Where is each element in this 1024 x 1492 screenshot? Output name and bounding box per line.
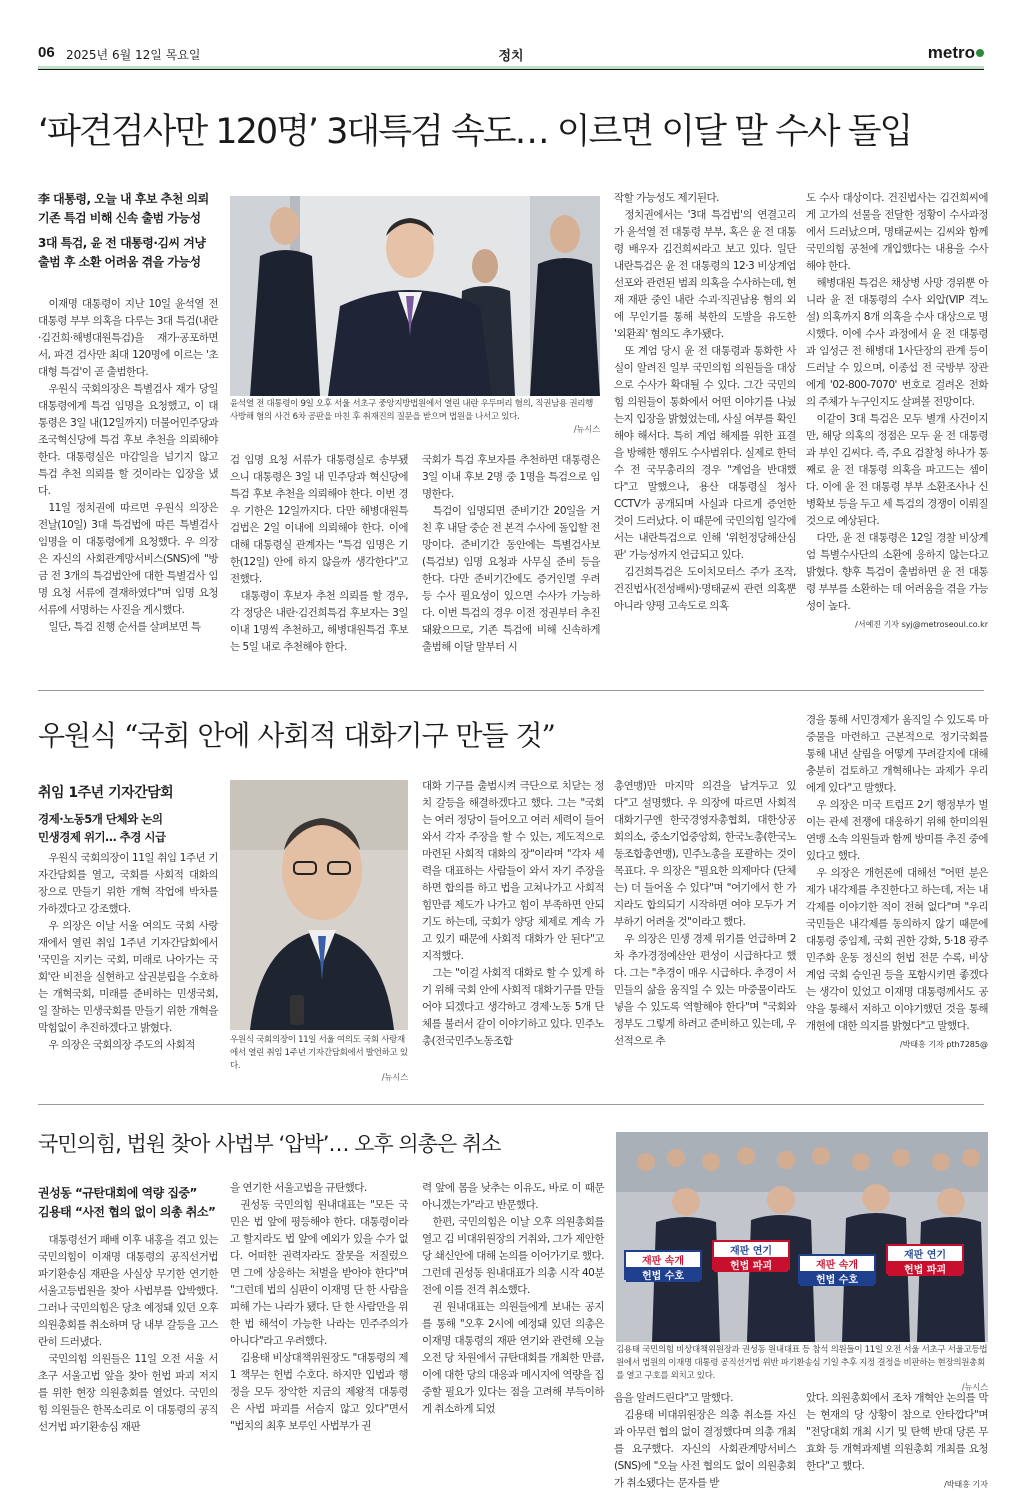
article3-photo-caption: 김용태 국민의힘 비상대책위원장과 권성동 원내대표 등 참석 의원들이 11일 오전 서울 서초구 서울고등법원에서 법원의 이재명 대통령 공직선거법 위반 파기환송심 기일 추후 지정 결정을 비판하는 현장의원총회를 열고 구호를 외치고 있다. /뉴시스 [616, 1345, 988, 1394]
protest-photo-illustration [616, 1132, 988, 1342]
paragraph: 력 앞에 몸을 낮추는 이유도, 바로 이 때문 아니겠는가"라고 반문했다. [422, 1182, 604, 1211]
article3-subheads [38, 1184, 226, 1228]
article1-col2 [230, 452, 408, 666]
article2-photo-caption: 우원식 국회의장이 11일 서울 여의도 국회 사랑재에서 열린 취임 1주년 기자간담회에서 발언하고 있다. /뉴시스 [230, 1035, 408, 1084]
byline: /박태홍 기자 pth7285@ [899, 1040, 988, 1049]
paragraph: 음을 알려드린다"고 말했다. [614, 1392, 733, 1404]
subhead-line: 김용태 “사전 협의 없이 의총 취소” [38, 1204, 216, 1219]
paragraph: 김용태 비대위원장은 의총 취소를 자신과 아무런 협의 없이 결정했다며 의총 개최를 요구했다. 자신의 사회관계망서비스(SNS)에 "오늘 사전 협의도 없이 의원총회가 취소됐다는 문자를 받 [614, 1409, 796, 1489]
issue-date: 2025년 6월 12일 목요일 [66, 48, 201, 62]
article2-headline: 우원식 “국회 안에 사회적 대화기구 만들 것” [38, 719, 555, 752]
paragraph: 또 계엄 당시 윤 전 대통령과 통화한 사실이 알려진 일부 국민의힘 의원들을 대상으로 수사가 확대될 수 있다. 그간 국민의힘 의원들이 통화에서 어떤 이야기를 나눴는지 입장을 밝혔었는데, 사실 여부를 확인해야 해서다. 특히 계엄 해제를 위한 표결을 방해한 행위도 수사범위다. 실제로 한덕수 전 국무총리의 경우 "계엄을 반대했다"고 말했으나, 용산 대통령실 청사 CCTV가 공개되며 사실과 다르게 증언한 것이 드러났다. 이 때문에 국민의힘 일각에서는 내란특검으로 인해 '위헌정당해산심판' 가능성까지 언급되고 있다. [614, 345, 796, 561]
article1-col1 [38, 296, 218, 666]
byline: /서예진 기자 syj@metroseoul.co.kr [855, 620, 988, 629]
article1-photo [230, 196, 600, 396]
article2-photo [230, 780, 408, 1030]
article3-col1 [38, 1232, 218, 1458]
paragraph: 일단, 특검 진행 순서를 살펴보면 특 [48, 621, 201, 633]
subhead-line: 기존 특검 비해 신속 출범 가능성 [38, 210, 201, 225]
article1-col5 [806, 190, 988, 668]
paragraph: 대통령선거 패배 이후 내홍을 겪고 있는 국민의힘이 이재명 대통령의 공직선거법 파기환송심 재판을 사실상 무기한 연기한 서울고등법원을 찾아 사법부를 압박했다. 그러나 국민의힘은 당초 예정돼 있던 오후 의원총회를 취소하며 당 내부 갈등을 고스란히 드러냈다. [38, 1234, 218, 1348]
article3-headline: 국민의힘, 법원 찾아 사법부 ‘압박’… 오후 의총은 취소 [38, 1132, 501, 1156]
protest-sign: 재판 속개 헌법 수호 [624, 1250, 702, 1280]
paragraph: 우 의장은 이날 서울 여의도 국회 사랑재에서 열린 취임 1주년 기자간담회에서 '국민을 지키는 국회, 미래로 나아가는 국회'란 비전을 실현하고 삼권분립을 수호하는 개혁국회, 미래를 준비하는 민생국회, 일 잘하는 민생국회를 만들기 위한 개혁을 막힘없이 추진하겠다고 밝혔다. [38, 920, 218, 1034]
protest-sign: 재판 연기 헌법 파괴 [712, 1240, 790, 1270]
paragraph: 작할 가능성도 제기된다. [614, 192, 719, 204]
article1-col3 [422, 452, 600, 666]
subhead-line: 민생경제 위기… 추경 시급 [38, 830, 166, 845]
article2-col5 [806, 712, 988, 1082]
header-rule-thin [38, 69, 984, 70]
paragraph: 경을 통해 서민경제가 움직일 수 있도록 마중물을 마련하고 근본적으로 정기국회를 통해 내년 살림을 어떻게 꾸려갈지에 대해 충분히 검토하고 개혁해나는 과제가 우리에게 있다"고 말했다. [806, 714, 988, 794]
protest-sign: 재판 연기 헌법 파괴 [886, 1244, 964, 1274]
paragraph: 았다. 의원총회에서 조차 개혁안 논의를 막는 현재의 당 상황이 참으로 안타깝다"며 "전당대회 개최 시기 및 탄핵 반대 당론 무효화 등 개혁과제별 의원총회 개최를 요청한다"고 했다. [806, 1392, 988, 1472]
photo-source: /뉴시스 [381, 1073, 408, 1084]
paragraph: 우원식 국회의장은 특별검사 재가 당일 대통령에게 특검 임명을 요청했고, 이 대통령은 3일 내(12일까지) 더불어민주당과 조국혁신당에 특검 후보 추천을 의뢰해야 한다. 대통령실은 마감일을 넘기지 않고 특검 추천 의뢰를 할 것이라는 입장을 냈다. [38, 383, 218, 497]
article1-photo-caption: 윤석열 전 대통령이 9일 오후 서울 서초구 중앙지방법원에서 열린 내란 우두머리 혐의, 직권남용 권리행사방해 혐의 사건 6차 공판을 마친 후 취재진의 질문을 받으며 법원을 나서고 있다. /뉴시스 [230, 399, 600, 435]
paragraph: 국민의힘 의원들은 11일 오전 서울 서초구 서울고법 앞을 찾아 헌법 파괴 저지를 위한 현장 의원총회를 열었다. 국민의힘 의원들은 한목소리로 이 대통령의 공직선거법 파기환송심 재판 [38, 1353, 218, 1433]
paragraph: 도 수사 대상이다. 건진법사는 김건희씨에게 고가의 선물을 전달한 정황이 수사과정에서 드러났으며, 명태균씨는 김씨와 함께 국민의힘 공천에 개입했다는 내용을 수사해야 한다. [806, 192, 988, 272]
paragraph: 정치권에서는 '3대 특검법'의 연결고리가 윤석열 전 대통령 부부, 혹은 윤 전 대통령 배우자 김건희씨라고 보고 있다. 일단 내란특검은 윤 전 대통령의 12·3 비상계엄 선포와 관련된 범죄 의혹을 수사하는데, 현재 재판 중인 내란 수괴·직권남용 혐의 외에 무인기를 통해 북한의 도발을 유도한 '외환죄' 혐의도 추가됐다. [614, 209, 796, 340]
article3-col2 [230, 1180, 408, 1458]
article2-col4 [614, 778, 796, 1080]
article3-col5 [806, 1390, 988, 1489]
paragraph: 우 의장은 개헌론에 대해선 "어떤 분은 제가 내각제를 추진한다고 하는데, 저는 내각제를 이야기한 적이 전혀 없다"며 "우리 국민들은 내각제를 동의하지 않기 때문에 대통령 중임제, 국회 권한 강화, 5·18 광주 민주화 운동 정신의 헌법 전문 수록, 비상계엄 국회 승인권 등을 포함시키면 좋겠다는 생각이 있었고 이재명 대통령께서도 공약을 통해서 저하고 이야기했던 것을 통해 개헌에 대한 의지를 밝혔다"고 말했다. [806, 867, 988, 1032]
article2-col1 [38, 850, 218, 1082]
paragraph: 이재명 대통령이 지난 10일 윤석열 전 대통령 부부 의혹을 다루는 3대 특검(내란·김건희·해병대원특검)을 재가·공포하면서, 파견 검사만 최대 120명에 이르는 '초대형 특검'이 곧 출범한다. [38, 298, 218, 378]
paragraph: 국회가 특검 후보자를 추천하면 대통령은 3일 이내 후보 2명 중 1명을 특검으로 임명한다. [422, 454, 600, 500]
kicker: 취임 1주년 기자간담회 [38, 785, 174, 801]
paragraph: 권성동 국민의힘 원내대표는 "모든 국민은 법 앞에 평등해야 한다. 대통령이라고 할지라도 법 앞에 예외가 있을 수가 없다. 어떠한 권력자라도 잘못을 저질렀으면 그에 상응하는 처벌을 받아야 한다"며 "그런데 법의 심판이 이재명 단 한 사람을 피해 가는 나라가 됐다. 단 한 사람만을 위한 법 해석이 가능한 나라는 민주주의가 아니다"라고 우려했다. [230, 1199, 408, 1347]
article1-col4 [614, 190, 796, 666]
subhead-line: 3대 특검, 윤 전 대통령·김씨 겨냥 [38, 235, 206, 250]
paragraph: 그는 "이걸 사회적 대화로 할 수 있게 하기 위해 국회 안에 사회적 대화기구를 만들어야 되겠다고 생각하고 경제·노동 5개 단체를 불러서 같이 이야기하고 있다. 민주노총(전국민주노동조합 [422, 967, 604, 1047]
paragraph: 우원식 국회의장이 11일 취임 1주년 기자간담회를 열고, 국회를 사회적 대화의 장으로 만들기 위한 개혁 작업에 박차를 가하겠다고 강조했다. [38, 852, 218, 915]
paragraph: 특검이 임명되면 준비기간 20일을 거친 후 내달 중순 전 본격 수사에 돌입할 전망이다. 준비기간 동안에는 특별검사보(특검보) 임명 요청과 사무실 준비 등을 한다. 다만 준비기간에도 증거인멸 우려 등 수사 필요성이 있으면 수사가 가능하다. 이번 특검의 경우 이전 정권부터 추진돼왔으므로, 기존 특검에 비해 신속하게 출범해 이달 말부터 시 [422, 505, 600, 653]
photo-source: /뉴시스 [961, 1383, 988, 1394]
woo-photo-illustration [230, 780, 408, 1030]
paragraph: 권 원내대표는 의원들에게 보내는 공지를 통해 "오후 2시에 예정돼 있던 의총은 이재명 대통령의 재판 연기와 관련해 오늘 오전 당 차원에서 규탄대회를 개최한 만큼, 이에 대한 당의 대응과 메시지에 역량을 집중할 필요가 있다는 점을 고려해 부득이하게 취소하게 되었 [422, 1301, 604, 1415]
paragraph: 김용태 비상대책위원장도 "대통령의 제1 책무는 헌법 수호다. 하지만 입법과 행정을 모두 장악한 지금의 제왕적 대통령은 사법 파괴를 서슴지 않고 있다"면서 "법치의 최후 보루인 사법부가 권 [230, 1352, 408, 1432]
subhead-line: 권성동 “규탄대회에 역량 집중” [38, 1186, 197, 1200]
paragraph: 한편, 국민의힘은 이날 오후 의원총회를 열고 김 비대위원장의 거취와, 그가 제안한 당 쇄신안에 대해 논의를 이어가기로 했다. 그런데 권성동 원내대표가 의총 시작 40분 전에 이를 전격 취소했다. [422, 1216, 604, 1296]
paragraph: 이같이 3대 특검은 모두 별개 사건이지만, 해당 의혹의 정점은 모두 윤 전 대통령과 부인 김씨다. 즉, 주요 검찰청 하나가 통째로 윤 전 대통령 의혹을 파고드는 셈이다. 이에 윤 전 대통령 부부 소환조사나 신병확보 등을 두고 세 특검의 경쟁이 이뤄질 것으로 예상된다. [806, 413, 988, 527]
article2-col3 [422, 778, 604, 1080]
metro-logo: metro [928, 43, 984, 63]
yoon-photo-illustration [230, 196, 600, 396]
paragraph: 총연맹)만 마지막 의견을 남겨두고 있다"고 설명했다. 우 의장에 따르면 사회적 대화기구엔 한국경영자총협회, 대한상공회의소, 중소기업중앙회, 한국노총(한국노동조합총연맹), 민주노총을 포괄하는 것이 목표다. 우 의장은 "필요한 의제마다 (단체는) 더 들어올 수 있다"며 "여기에서 한 가지라도 합의되기 시작하면 여야 모두가 거부하기 어려울 것"이라고 했다. [614, 780, 796, 928]
byline: /박태홍 기자 [944, 1480, 988, 1489]
paragraph: 검 임명 요청 서류가 대통령실로 송부됐으니 대통령은 3일 내 민주당과 혁신당에 특검 후보 추천을 의뢰해야 한다. 이번 경우 기한은 12일까지다. 다만 해병대원특검법은 2일 이내에 의뢰해야 한다. 이에 대해 대통령실 관계자는 "특검 임명은 기한(12일) 안에 하지 않을까 생각한다"고 전했다. [230, 454, 408, 585]
section-name: 정치 [498, 49, 524, 64]
subhead-line: 경제·노동5개 단체와 논의 [38, 812, 163, 827]
paragraph: 대화 기구를 출범시켜 극단으로 치닫는 정치 갈등을 해결하겠다고 했다. 그는 "국회는 여러 정당이 들어오고 여러 세력이 들어와서 각자 주장을 할 수 있는, 제도적으로 마련된 사회적 대화의 장"이라며 "각자 세력을 대표하는 사람들이 와서 자기 주장을 하면 합의를 하고 법을 고쳐나가고 사회적 힘만큼 제도가 나가고 힘이 부족하면 안되기도 하는데, 국회가 양당 체제로 계속 가고 있기 때문에 사회적 대화가 안 된다"고 지적했다. [422, 780, 604, 962]
paragraph: 다만, 윤 전 대통령은 12일 경찰 비상계엄 특별수사단의 소환에 응하지 않는다고 밝혔다. 향후 특검이 출범하면 윤 전 대통령 부부를 소환하는 데 어려움을 겪을 가능성이 높다. [806, 532, 988, 612]
divider [38, 690, 984, 691]
subhead-line: 李 대통령, 오늘 내 후보 추천 의뢰 [38, 192, 209, 206]
article1-subheads [38, 190, 226, 278]
photo-source: /뉴시스 [573, 424, 600, 435]
article3-col3 [422, 1180, 604, 1458]
paragraph: 우 의장은 미국 트럼프 2기 행정부가 벌이는 관세 전쟁에 대응하기 위해 한미의원연맹 소속 의원들과 함께 방미를 추진 중에 있다고 했다. [806, 799, 988, 862]
paragraph: 11일 정치권에 따르면 우원식 의장은 전날(10일) 3대 특검법에 따른 특별검사 임명을 이 대통령에게 요청했다. 우 의장은 자신의 사회관계망서비스(SNS)에 "방금 전 3개의 특검법안에 대한 특별검사 임명 요청 서류에 결재하였다"며 임명 요청 서류에 서명하는 사진을 게시했다. [38, 502, 218, 616]
paragraph: 우 의장은 민생 경제 위기를 언급하며 2차 추가경정예산안 편성이 시급하다고 했다. 그는 "추경이 매우 시급하다. 추경이 서민들의 삶을 움직일 수 있는 마중물이라도 넣을 수 있도록 역할해야 한다"며 "국회와 정부도 그렇게 하려고 준비하고 있는데, 우선적으로 추 [614, 933, 796, 1047]
article1-headline: ‘파견검사만 120명’ 3대특검 속도… 이르면 이달 말 수사 돌입 [38, 112, 912, 152]
paragraph: 우 의장은 국회의장 주도의 사회적 [48, 1039, 195, 1051]
page-header [38, 44, 984, 68]
divider [38, 1104, 984, 1105]
paragraph: 을 연기한 서울고법을 규탄했다. [230, 1182, 367, 1194]
paragraph: 대통령이 후보자 추천 의뢰를 할 경우, 각 정당은 내란·김건희특검 후보자는 3일 이내 1명씩 추천하고, 해병대원특검 후보는 5일 내로 추천해야 한다. [230, 590, 408, 653]
page-number: 06 [38, 44, 55, 61]
article3-col4 [614, 1390, 796, 1489]
paragraph: 김건희특검은 도이치모터스 주가 조작, 건진법사(전성배씨)·명태균씨 관련 의혹뿐 아니라 양평 고속도로 의혹 [614, 566, 796, 612]
protest-sign: 재판 속개 헌법 수호 [798, 1254, 876, 1284]
article2-subheads [38, 782, 226, 852]
article3-photo [616, 1132, 988, 1342]
subhead-line: 출범 후 소환 어려움 겪을 가능성 [38, 254, 201, 269]
paragraph: 해병대원 특검은 채상병 사망 경위뿐 아니라 윤 전 대통령의 수사 외압(VIP 격노설) 의혹까지 8개 의혹을 수사 대상으로 명시했다. 이에 수사 과정에서 윤 전 대통령과 임성근 전 해병대 1사단장의 관계 등이 드러날 수 있으며, 이종섭 전 국방부 장관에게 '02-800-7070' 번호로 걸려온 전화의 주체가 누구인지도 살펴볼 전망이다. [806, 277, 988, 408]
